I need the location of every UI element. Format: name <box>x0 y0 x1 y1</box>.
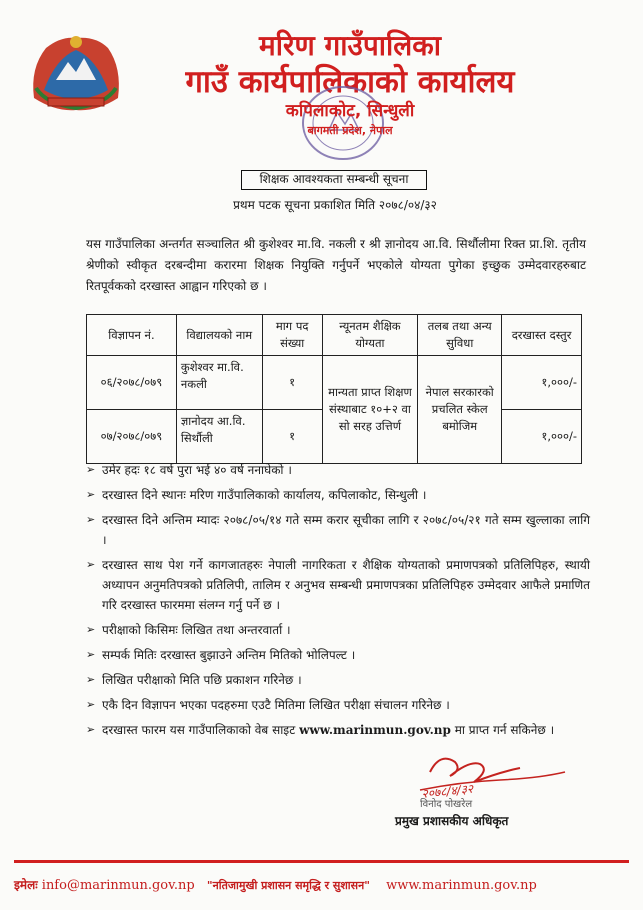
intro-paragraph: यस गाउँपालिका अन्तर्गत सञ्चालित श्री कुशेश्वर मा.वि. नकली र श्री ज्ञानोदय आ.वि. सिर्थौलीमा रिक्त प्रा.शि. तृतीय श्रेणीको स्वीकृत दरबन्दीमा करारमा शिक्षक नियुक्ति गर्नुपर्ने भएकोले योग्यता पुगेका इच्छुक उम्मेदवारहरुबाट रितपूर्वकको दरखास्त आह्वान गरिएको छ । <box>86 237 586 293</box>
col-school: विद्यालयको नाम <box>176 315 262 356</box>
fee-cell: १,०००/- <box>502 410 582 464</box>
col-qualification: न्यूनतम शैक्षिक योग्यता <box>322 315 418 356</box>
publish-date: प्रथम पटक सूचना प्रकाशित मिति २०७८/०४/३२ <box>233 198 437 212</box>
fee-cell: १,०००/- <box>502 356 582 410</box>
footer-slogan: "नतिजामुखी प्रशासन समृद्धि र सुशासन" <box>206 879 370 892</box>
arrow-bullet-icon: ➢ <box>86 463 96 476</box>
posts-cell: १ <box>262 356 322 410</box>
signer-post: प्रमुख प्रशासकीय अधिकृत <box>395 814 509 828</box>
col-posts: माग पद संख्या <box>262 315 322 356</box>
email-label: इमेलः <box>14 878 38 892</box>
list-item: ➢ परीक्षाको किसिमः लिखित तथा अन्तरवार्ता । <box>86 620 590 640</box>
arrow-bullet-icon: ➢ <box>86 673 96 686</box>
col-fee: दरखास्त दस्तुर <box>502 315 582 356</box>
letterhead <box>0 0 643 160</box>
arrow-bullet-icon: ➢ <box>86 513 96 526</box>
signer-name: विनोद पोखरेल <box>420 799 473 810</box>
list-item: ➢ लिखित परीक्षाको मिति पछि प्रकाशन गरिनेछ । <box>86 670 590 690</box>
footer-email-link[interactable]: info@marinmun.gov.np <box>41 878 195 893</box>
footer-website-link[interactable]: www.marinmun.gov.np <box>386 878 537 893</box>
school-cell: ज्ञानोदय आ.वि. सिर्थौली <box>176 410 262 464</box>
website-link[interactable]: www.marinmun.gov.np <box>299 723 451 737</box>
footer-divider <box>14 860 629 863</box>
arrow-bullet-icon: ➢ <box>86 488 96 501</box>
table-header-row <box>87 315 582 356</box>
qualification-cell: मान्यता प्राप्त शिक्षण संस्थाबाट १०+२ वा सो सरह उत्तिर्ण <box>322 356 418 464</box>
table-row <box>87 356 582 410</box>
col-ad-no: विज्ञापन नं. <box>87 315 177 356</box>
nepal-emblem-icon <box>26 28 126 114</box>
arrow-bullet-icon: ➢ <box>86 623 96 636</box>
col-salary: तलब तथा अन्य सुविधा <box>418 315 502 356</box>
org-name: मरिण गाउँपालिका <box>259 29 441 62</box>
arrow-bullet-icon: ➢ <box>86 698 96 711</box>
ad-no-cell: ०६/२०७८/०७९ <box>87 356 177 410</box>
footer <box>14 876 629 893</box>
office-address: कपिलाकोट, सिन्धुली <box>285 101 415 121</box>
salary-cell: नेपाल सरकारको प्रचलित स्केल बमोजिम <box>418 356 502 464</box>
arrow-bullet-icon: ➢ <box>86 723 96 736</box>
arrow-bullet-icon: ➢ <box>86 648 96 661</box>
office-name: गाउँ कार्यपालिकाको कार्यालय <box>185 64 515 100</box>
list-item: ➢ उमेर हदः १८ वर्ष पुरा भई ४० वर्ष ननाघेको । <box>86 460 590 480</box>
list-item: ➢ दरखास्त दिने अन्तिम म्यादः २०७८/०५/१४ गते सम्म करार सूचीका लागि र २०७८/०५/२१ गते सम्म खुल्लाका लागि । <box>86 510 590 550</box>
province-line: बागमती प्रदेश, नेपाल <box>307 124 393 137</box>
notice-title: शिक्षक आवश्यकता सम्बन्धी सूचना <box>241 170 427 190</box>
list-item: ➢ एकै दिन विज्ञापन भएका पदहरुमा एउटै मितिमा लिखित परीक्षा संचालन गरिनेछ । <box>86 695 590 715</box>
list-item: ➢ दरखास्त फारम यस गाउँपालिकाको वेब साइट www.marinmun.gov.np मा प्राप्त गर्न सकिनेछ । <box>86 720 590 740</box>
ad-no-cell: ०७/२०७८/०७९ <box>87 410 177 464</box>
school-cell: कुशेश्वर मा.वि. नकली <box>176 356 262 410</box>
arrow-bullet-icon: ➢ <box>86 558 96 571</box>
vacancy-table <box>86 314 582 464</box>
list-item: ➢ दरखास्त दिने स्थानः मरिण गाउँपालिकाको कार्यालय, कपिलाकोट, सिन्धुली । <box>86 485 590 505</box>
list-item: ➢ दरखास्त साथ पेश गर्ने कागजातहरुः नेपाली नागरिकता र शैक्षिक योग्यताको प्रमाणपत्रको प्रतिलिपिहरु, स्थायी अध्यापन अनुमतिपत्रको प्रतिलिपी, तालिम र अनुभव सम्बन्धी प्रमाणपत्रका प्रतिलिपिहरु उम्मेदवार आफैले प्रमाणित गरि दरखास्त फारममा संलग्न गर्नु पर्ने छ । <box>86 555 590 615</box>
signature-date: २०७८/४/३२ <box>420 781 474 801</box>
round-office-seal-icon <box>295 80 391 166</box>
conditions-list <box>86 460 590 745</box>
posts-cell: १ <box>262 410 322 464</box>
list-item: ➢ सम्पर्क मितिः दरखास्त बुझाउने अन्तिम मितिको भोलिपल्ट । <box>86 645 590 665</box>
